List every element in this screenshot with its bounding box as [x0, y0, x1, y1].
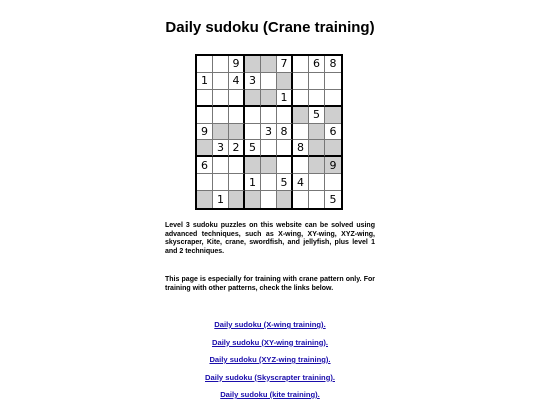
sudoku-cell[interactable]: 5: [277, 174, 293, 191]
sudoku-cell[interactable]: [229, 90, 245, 107]
sudoku-cell[interactable]: [229, 191, 245, 208]
sudoku-cell[interactable]: 1: [245, 174, 261, 191]
sudoku-cell[interactable]: [277, 140, 293, 157]
sudoku-cell[interactable]: 5: [329, 193, 337, 207]
sudoku-cell[interactable]: [309, 90, 325, 107]
sudoku-cell[interactable]: [261, 174, 277, 191]
sudoku-cell[interactable]: 4: [293, 174, 309, 191]
sudoku-cell[interactable]: [309, 140, 325, 157]
sudoku-cell[interactable]: [213, 90, 229, 107]
page-title: Daily sudoku (Crane training): [165, 19, 375, 36]
sudoku-cell[interactable]: 6: [325, 124, 341, 141]
link-xyzwing-training[interactable]: Daily sudoku (XYZ-wing training).: [209, 355, 331, 364]
sudoku-cell[interactable]: [325, 140, 341, 157]
sudoku-cell[interactable]: [293, 157, 309, 174]
sudoku-cell[interactable]: 5: [245, 140, 261, 157]
sudoku-cell[interactable]: [197, 90, 213, 107]
sudoku-cell[interactable]: [277, 73, 293, 90]
sudoku-cell[interactable]: [261, 56, 277, 73]
sudoku-cell[interactable]: [245, 191, 261, 208]
sudoku-cell[interactable]: 3: [261, 124, 277, 141]
sudoku-cell[interactable]: [293, 73, 309, 90]
sudoku-cell[interactable]: 1: [277, 90, 293, 107]
sudoku-cell[interactable]: 5: [309, 107, 325, 124]
sudoku-cell[interactable]: [213, 174, 229, 191]
sudoku-cell[interactable]: [293, 191, 309, 208]
sudoku-cell[interactable]: [213, 157, 229, 174]
sudoku-cell[interactable]: [309, 174, 325, 191]
sudoku-cell[interactable]: 2: [229, 140, 245, 157]
sudoku-cell[interactable]: [245, 157, 261, 174]
sudoku-cell[interactable]: 4: [229, 73, 245, 90]
sudoku-cell[interactable]: [229, 174, 245, 191]
sudoku-cell[interactable]: [309, 73, 325, 90]
link-kite-training[interactable]: Daily sudoku (kite training).: [220, 390, 320, 399]
sudoku-cell[interactable]: [261, 73, 277, 90]
sudoku-cell[interactable]: [325, 90, 341, 107]
sudoku-cell[interactable]: [197, 191, 213, 208]
sudoku-cell[interactable]: [293, 107, 309, 124]
sudoku-cell[interactable]: [325, 174, 341, 191]
sudoku-cell[interactable]: [229, 157, 245, 174]
sudoku-cell[interactable]: 9: [197, 124, 213, 141]
link-skyscraper-training[interactable]: Daily sudoku (Skyscrapter training).: [205, 372, 335, 382]
sudoku-cell[interactable]: [261, 90, 277, 107]
sudoku-cell[interactable]: 6: [197, 157, 213, 174]
sudoku-cell[interactable]: 7: [277, 56, 293, 73]
sudoku-cell[interactable]: [197, 140, 213, 157]
sudoku-cell[interactable]: [197, 107, 213, 124]
sudoku-board: [195, 54, 343, 210]
sudoku-cell[interactable]: [293, 56, 309, 73]
sudoku-cell[interactable]: [261, 157, 277, 174]
sudoku-cell[interactable]: 8: [293, 140, 309, 157]
sudoku-cell[interactable]: [229, 107, 245, 124]
sudoku-cell[interactable]: [277, 107, 293, 124]
sudoku-cell[interactable]: [277, 157, 293, 174]
sudoku-cell[interactable]: 8: [277, 124, 293, 141]
sudoku-cell[interactable]: 3: [245, 73, 261, 90]
sudoku-cell[interactable]: [309, 157, 325, 174]
sudoku-cell[interactable]: [213, 107, 229, 124]
link-xywing-training[interactable]: Daily sudoku (XY-wing training).: [211, 337, 329, 347]
link-xwing-training[interactable]: Daily sudoku (X-wing training).: [214, 320, 326, 329]
sudoku-cell[interactable]: [197, 56, 213, 73]
sudoku-cell[interactable]: [245, 124, 261, 141]
sudoku-cell[interactable]: [277, 191, 293, 208]
sudoku-cell[interactable]: [309, 124, 325, 141]
sudoku-cell[interactable]: [261, 191, 277, 208]
sudoku-cell[interactable]: [213, 73, 229, 90]
sudoku-cell[interactable]: 8: [325, 56, 341, 73]
sudoku-cell[interactable]: 1: [197, 73, 213, 90]
sudoku-cell[interactable]: [245, 56, 261, 73]
sudoku-cell[interactable]: [197, 174, 213, 191]
sudoku-cell[interactable]: [261, 140, 277, 157]
sudoku-cell[interactable]: [325, 107, 341, 124]
sudoku-cell[interactable]: 6: [309, 56, 325, 73]
training-note-paragraph: This page is especially for training with crane pattern only. For training with other patterns, check the links below.: [165, 276, 375, 292]
sudoku-cell[interactable]: [293, 124, 309, 141]
sudoku-cell[interactable]: [245, 90, 261, 107]
sudoku-cell[interactable]: [213, 124, 229, 141]
training-links: [0, 320, 540, 408]
sudoku-cell[interactable]: [229, 124, 245, 141]
sudoku-cell[interactable]: 9: [325, 157, 341, 174]
sudoku-cell[interactable]: [309, 191, 325, 208]
intro-paragraph: Level 3 sudoku puzzles on this website can be solved using advanced techniques, such as X-wing, XY-wing, XYZ-wing, skyscraper, Kite, crane, swordfish, and jellyfish, plus level 1 and 2 techniques.: [165, 222, 375, 255]
sudoku-cell[interactable]: [261, 107, 277, 124]
sudoku-cell[interactable]: [325, 73, 341, 90]
sudoku-cell[interactable]: 1: [213, 191, 229, 208]
sudoku-cell[interactable]: [213, 56, 229, 73]
sudoku-cell[interactable]: 9: [229, 56, 245, 73]
sudoku-cell[interactable]: 3: [213, 140, 229, 157]
sudoku-cell[interactable]: [293, 90, 309, 107]
sudoku-cell[interactable]: [245, 107, 261, 124]
